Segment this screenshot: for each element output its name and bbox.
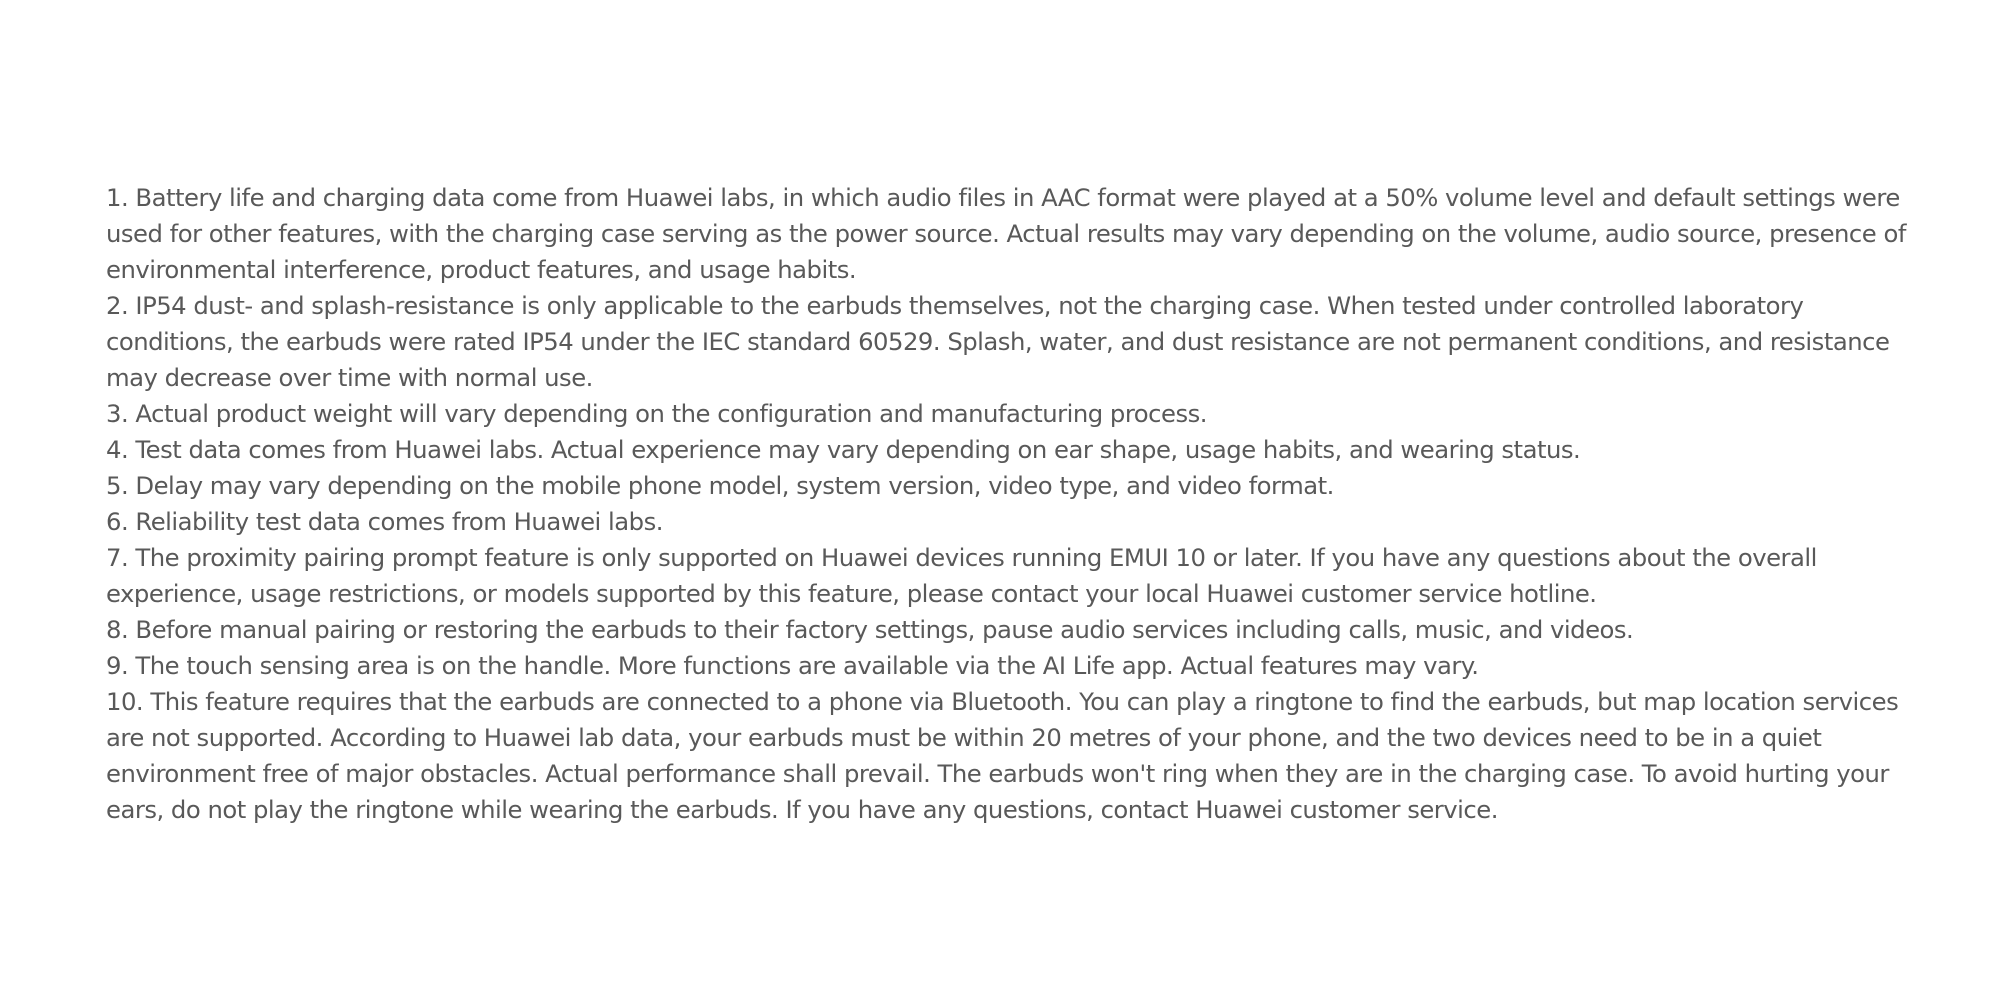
disclaimer-note-5: 5. Delay may vary depending on the mobile phone model, system version, video type, and video format. (106, 471, 1334, 500)
disclaimer-note-7: 7. The proximity pairing prompt feature is only supported on Huawei devices running EMUI 10 or later. If you have any questions about the overall experience, usage restrictions, or models supported by this feature, please contact your local Huawei customer service hotline. (106, 543, 1817, 608)
disclaimer-note-10: 10. This feature requires that the earbuds are connected to a phone via Bluetooth. You can play a ringtone to find the earbuds, but map location services are not supported. According to Huawei lab data, your earbuds must be within 20 metres of your phone, and the two devices need to be in a quiet environment free of major obstacles. Actual performance shall prevail. The earbuds won't ring when they are in the charging case. To avoid hurting your ears, do not play the ringtone while wearing the earbuds. If you have any questions, contact Huawei customer service. (106, 687, 1899, 824)
disclaimer-notes-list (106, 180, 1916, 828)
disclaimer-note-3: 3. Actual product weight will vary depending on the configuration and manufacturing process. (106, 399, 1207, 428)
disclaimer-note-8: 8. Before manual pairing or restoring the earbuds to their factory settings, pause audio services including calls, music, and videos. (106, 615, 1634, 644)
disclaimer-note-1: 1. Battery life and charging data come from Huawei labs, in which audio files in AAC format were played at a 50% volume level and default settings were used for other features, with the charging case serving as the power source. Actual results may vary depending on the volume, audio source, presence of environmental interference, product features, and usage habits. (106, 183, 1906, 284)
disclaimer-note-6: 6. Reliability test data comes from Huawei labs. (106, 507, 663, 536)
disclaimer-note-9: 9. The touch sensing area is on the handle. More functions are available via the AI Life app. Actual features may vary. (106, 651, 1479, 680)
disclaimer-note-2: 2. IP54 dust- and splash-resistance is only applicable to the earbuds themselves, not the charging case. When tested under controlled laboratory conditions, the earbuds were rated IP54 under the IEC standard 60529. Splash, water, and dust resistance are not permanent conditions, and resistance may decrease over time with normal use. (106, 291, 1890, 392)
disclaimer-note-4: 4. Test data comes from Huawei labs. Actual experience may vary depending on ear shape, usage habits, and wearing status. (106, 435, 1581, 464)
